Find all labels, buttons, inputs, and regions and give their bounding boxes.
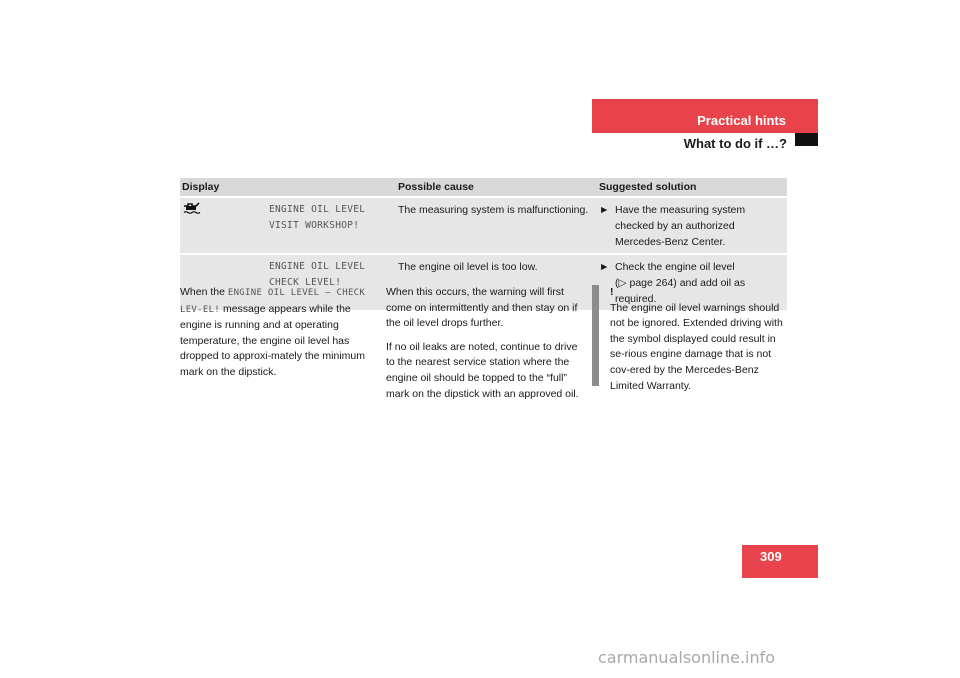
body-column-2 <box>386 285 586 410</box>
table-row <box>180 197 787 254</box>
page-reference: (▷ page 264) and add oil as required. <box>615 277 746 305</box>
bullet-arrow-icon: ► <box>599 204 610 216</box>
display-message-line: CHECK LEVEL! <box>269 277 342 288</box>
display-message-line: VISIT WORKSHOP! <box>269 220 360 231</box>
display-message-inline: ENGINE OIL LEVEL – CHECK LEV-EL! <box>180 288 366 315</box>
engine-oil-level-icon <box>183 202 201 214</box>
warning-text: The engine oil level warnings should not be ignored. Extended driving with the symbol displayed could result in se-rious engine damage that is not cov-ered by the Mercedes-Benz Limited Warranty. <box>610 301 783 392</box>
display-message-line: ENGINE OIL LEVEL <box>269 204 366 215</box>
body-text: message appears while the engine is running and at operating temperature, the engine oil level has dropped to approxi-mately the minimum mark on the dipstick. <box>180 302 366 378</box>
page-number-box <box>742 545 818 578</box>
warning-icon: ! <box>610 286 614 298</box>
display-cell <box>180 197 396 254</box>
solution-text: Check the engine oil level <box>615 261 735 273</box>
body-paragraph <box>180 285 380 381</box>
column-header-cause: Possible cause <box>396 178 597 197</box>
solution-cell <box>597 197 787 254</box>
section-header <box>592 99 818 133</box>
body-text: When the <box>180 286 228 298</box>
warning-box <box>610 285 790 394</box>
column-header-display: Display <box>180 178 396 197</box>
solution-text: Have the measuring system checked by an authorized Mercedes-Benz Center. <box>615 204 746 248</box>
section-subtitle: What to do if …? <box>683 136 787 151</box>
header-black-tab <box>795 133 818 146</box>
bullet-arrow-icon: ► <box>599 261 610 273</box>
subtitle-strip <box>592 133 795 153</box>
page-number: 309 <box>760 549 782 564</box>
body-paragraph: If no oil leaks are noted, continue to drive to the nearest service station where the engine oil should be topped to the “full” mark on the dipstick with an approved oil. <box>386 340 579 400</box>
warning-bar <box>592 285 599 386</box>
cause-cell: The measuring system is malfunctioning. <box>396 197 597 254</box>
cause-cell: The engine oil level is too low. <box>396 254 597 310</box>
watermark: carmanualsonline.info <box>598 648 776 667</box>
body-column-1 <box>180 285 380 389</box>
display-message-line: ENGINE OIL LEVEL <box>269 261 366 272</box>
body-paragraph: When this occurs, the warning will first come on intermittently and then stay on if the oil level drops further. <box>386 286 578 330</box>
section-title: Practical hints <box>697 113 786 128</box>
column-header-solution: Suggested solution <box>597 178 787 197</box>
table-header-row <box>180 178 787 197</box>
